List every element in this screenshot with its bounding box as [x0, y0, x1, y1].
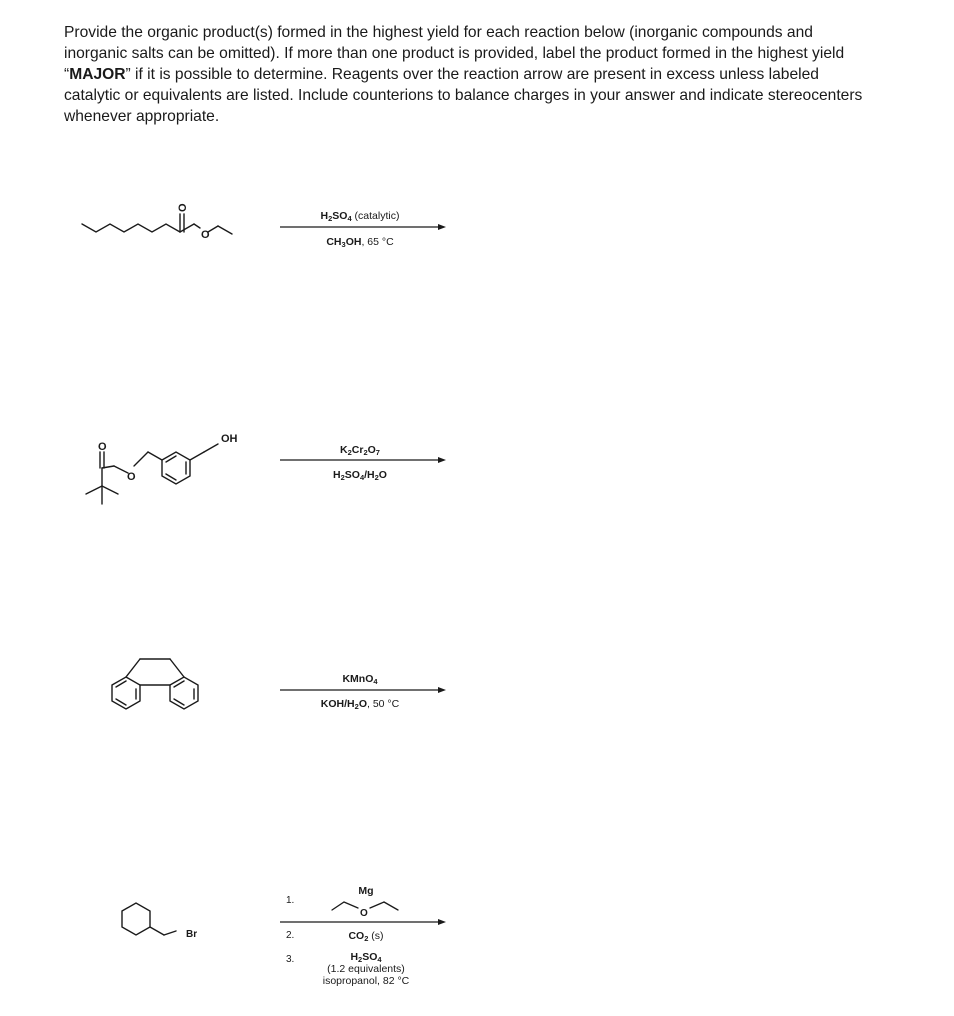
reaction-2-reagent-above: $K_2Cr_2O_7$ — [340, 444, 380, 457]
hydroxyl-group-label: OH — [221, 433, 238, 445]
step-3-number: 3. — [286, 954, 295, 965]
reaction-3-reagent-above: KMnO$_4$ — [342, 673, 378, 686]
instructions-text: Provide the organic product(s) formed in the highest yield for each reaction below (inorganic compounds and inorganic salts can be omitted). If more than one product is provided, label the product formed in the highest yield “MAJOR” if it is possible to determine. Reagents over the reaction arrow are present in excess unless labeled catalytic or equivalents are listed. Include counterions to balance charges in your answer and indicate stereocenters whenever appropriate. — [64, 24, 863, 125]
carbonyl-oxygen-atom: O — [177, 203, 189, 212]
reactant-2-benzyl-alcohol-ester-structure — [70, 428, 260, 524]
step-2-number: 2. — [286, 930, 295, 941]
reaction-2-arrow — [280, 455, 446, 465]
reactant-4-bromomethylcyclohexane-structure — [110, 895, 210, 950]
ester-oxygen-atom: O — [127, 471, 136, 483]
reaction-3-arrow — [280, 685, 446, 695]
major-label: MAJOR — [69, 66, 126, 83]
diethyl-ether-structure — [326, 896, 406, 918]
bromine-atom: Br — [186, 929, 198, 940]
ether-oxygen-atom: O — [360, 908, 368, 918]
reaction-4-step-3-solvent: isopropanol, 82 °C — [322, 975, 410, 987]
reaction-4-step-1-mg: Mg — [358, 885, 374, 897]
carbonyl-oxygen-atom: O — [98, 441, 107, 453]
reactant-1-ester-structure — [70, 190, 260, 250]
reaction-2-reagent-below: $H_2SO_4/H_2O$ — [333, 469, 387, 482]
reaction-1-reagent-above: $H_2SO_4$ (catalytic) — [320, 210, 400, 223]
reaction-4-step-3-h2so4: $H_2SO_4$ — [350, 951, 382, 964]
reaction-3-reagent-below: KOH/$H_2O$, 50 °C — [320, 698, 400, 711]
reaction-1-reagent-below: $CH_3OH$, 65 °C — [326, 236, 394, 249]
reactant-3-dihydrophenanthrene-structure — [100, 645, 220, 720]
reaction-4-step-3-equivalents: (1.2 equivalents) — [327, 963, 405, 975]
step-1-number: 1. — [286, 895, 295, 906]
reaction-4-step-2-co2: $CO_2$ (s) — [348, 930, 384, 943]
reaction-4-arrow — [280, 917, 446, 927]
reaction-1-arrow — [280, 222, 446, 232]
ester-oxygen-atom: O — [201, 229, 210, 241]
